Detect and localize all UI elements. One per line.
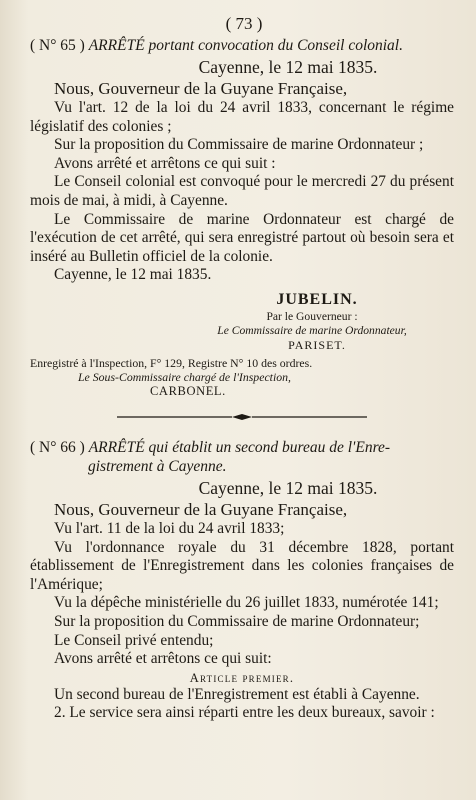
arrete-66-line: Vu l'ordonnance royale du 31 décembre 1828, portant établissement de l'Enregistrement dans les colonies françaises de l'Amérique; [30,538,454,593]
arrete-66-nous: Nous, Gouverneur de la Guyane Française, [54,499,348,519]
sous-commissaire-title: Le Sous-Commissaire chargé de l'Inspection, [78,369,291,384]
arrete-66-line: Le Conseil privé entendu; [54,631,214,649]
arrete-65-line: Le Commissaire de marine Ordonnateur est chargé de l'exécution de cet arrêté, qui sera enregistré partout où besoin sera et inséré au Bulletin officiel de la colonie. [30,210,454,265]
arrete-65-nous: Nous, Gouverneur de la Guyane Française, [54,79,348,98]
arrete-65-line: Avons arrêté et arrêtons ce qui suit : [54,154,276,172]
arrete-65-line: Sur la proposition du Commissaire de marine Ordonnateur ; [54,136,424,154]
section-divider [30,408,454,426]
article-premier-heading: Article premier. [189,670,295,685]
arrete-65-dateline: Cayenne, le 12 mai 1835. [198,57,378,77]
arrete-66-number: ( N° 66 ) [30,438,85,456]
article-line: Un second bureau de l'Enregistrement est établi à Cayenne. [54,685,420,703]
arrete-66-line: Vu la dépêche ministérielle du 26 juillet 1833, numérotée 141; [54,594,439,612]
par-le-gouverneur: Par le Gouverneur : [266,309,358,323]
commissaire-title: Le Commissaire de marine Ordonnateur, [217,323,407,337]
arrete-66-line: Sur la proposition du Commissaire de marine Ordonnateur; [54,612,420,630]
arrete-66-dateline: Cayenne, le 12 mai 1835. [198,477,378,498]
page-number: ( 73 ) [225,14,263,33]
signature-jubelin: JUBELIN. [276,290,358,308]
arrete-66-line: Vu l'art. 11 de la loi du 24 avril 1833; [54,519,285,537]
article-line: 2. Le service sera ainsi réparti entre les deux bureaux, savoir : [54,704,435,722]
arrete-65-title: ARRÊTÉ portant convocation du Conseil colonial. [88,37,403,54]
arrete-66-heading [30,438,454,457]
signature-carbonel: CARBONEL. [150,383,226,398]
signature-pariset: PARISET. [288,337,346,352]
arrete-65-line: Le Conseil colonial est convoqué pour le mercredi 27 du présent mois de mai, à midi, à Cayenne. [30,173,454,209]
arrete-65-heading [30,36,454,55]
arrete-66-line: Avons arrêté et arrêtons ce qui suit: [54,650,272,668]
arrete-65-line: Cayenne, le 12 mai 1835. [54,266,212,284]
arrete-65-line: Vu l'art. 12 de la loi du 24 avril 1833, concernant le régime législatif des colonies ; [30,99,454,135]
arrete-66-title: ARRÊTÉ qui établit un second bureau de l'Enre- [88,438,391,456]
arrete-65-number: ( N° 65 ) [30,37,85,54]
enregistre-note: Enregistré à l'Inspection, F° 129, Registre N° 10 des ordres. [30,355,313,370]
arrete-66-title-cont: gistrement à Cayenne. [88,457,227,475]
